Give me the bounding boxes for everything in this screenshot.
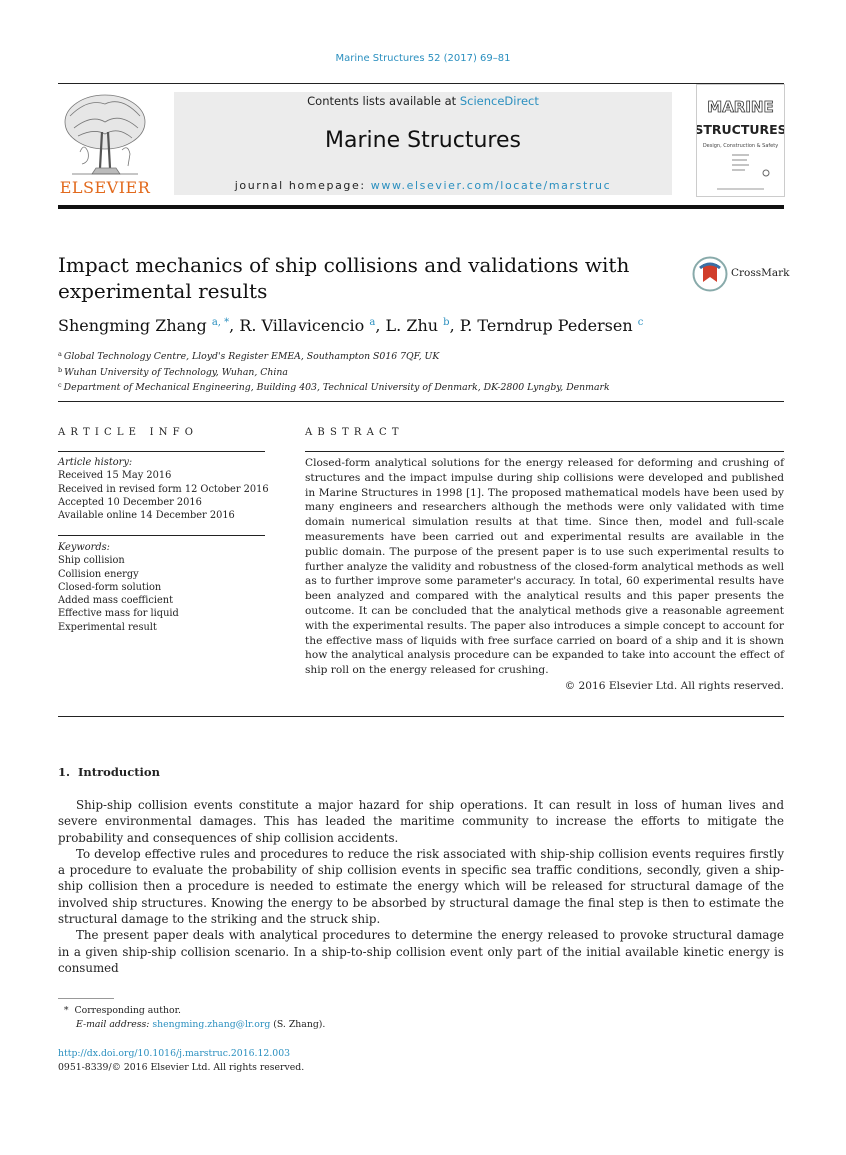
footnote-rule — [58, 998, 114, 999]
elsevier-tree-icon — [58, 92, 152, 196]
affiliation-text: Global Technology Centre, Lloyd's Register EMEA, Southampton S016 7QF, UK — [63, 351, 440, 362]
cover-line1: MARINE — [707, 98, 774, 116]
paragraph: The present paper deals with analytical procedures to determine the energy released to provoke structural damage in a given ship-ship collision scenario. In a ship-to-ship collision event only part of the initial available kinetic energy is consumed — [58, 928, 784, 975]
keywords — [58, 541, 179, 634]
affiliation-key: c — [58, 381, 62, 389]
affiliation — [58, 364, 610, 380]
header-rule — [58, 83, 784, 84]
homepage-prefix: journal homepage: — [234, 179, 371, 192]
affiliation-text: Wuhan University of Technology, Wuhan, China — [64, 366, 288, 378]
masthead-rule — [58, 205, 784, 209]
issn-line: 0951-8339/© 2016 Elsevier Ltd. All rights reserved. — [58, 1062, 305, 1073]
journal-reference[interactable]: Marine Structures 52 (2017) 69–81 — [335, 53, 511, 64]
keyword: Closed-form solution — [58, 581, 162, 593]
history-item: Received in revised form 12 October 2016 — [58, 483, 269, 495]
cover-line2: STRUCTURES — [697, 122, 784, 137]
section-rule — [58, 401, 784, 402]
abstract-copyright: © 2016 Elsevier Ltd. All rights reserved. — [564, 680, 784, 692]
abstract-end-rule — [58, 716, 784, 717]
keyword: Ship collision — [58, 555, 125, 567]
author-affiliation-mark[interactable]: a — [369, 317, 376, 328]
email-link[interactable]: shengming.zhang@lr.org — [152, 1019, 271, 1030]
paragraph: Ship-ship collision events constitute a major hazard for ship operations. It can result in loss of human lives and severe environmental damages. This has leaded the maritime community to increase the efforts to mitigate the probability and consequences of ship collision accidents. — [58, 798, 784, 845]
publisher-name: ELSEVIER — [59, 178, 151, 196]
author-name[interactable]: L. Zhu — [385, 316, 439, 335]
doi-block — [58, 1047, 304, 1075]
doi-link[interactable]: http://dx.doi.org/10.1016/j.marstruc.2016.12.003 — [58, 1048, 291, 1059]
crossmark-badge[interactable] — [692, 256, 790, 292]
contents-prefix: Contents lists available at — [307, 94, 460, 108]
paragraph: To develop effective rules and procedures to reduce the risk associated with ship-ship collision events requires firstly a procedure to evaluate the probability of ship collision events in specific sea traffic conditions, secondly, given a ship-ship collision then a procedure is needed to estimate the energy which will be released for structural damage of the involved ship structures. Knowing the energy to be absorbed by structural damage the final step is then to estimate the structural damage to the striking and the struck ship. — [58, 846, 784, 927]
affiliations — [58, 348, 610, 395]
email-suffix: (S. Zhang). — [273, 1019, 326, 1030]
history-item: Received 15 May 2016 — [58, 470, 172, 482]
affiliation-key: b — [58, 365, 63, 374]
keyword: Collision energy — [58, 568, 139, 580]
abstract-text: Closed-form analytical solutions for the energy released for deforming and crushing of structures and the impact impulse during ship collisions were developed and published in Marine Structures in 1998 [1]. The proposed mathematical models have been used by many engineers and researchers although the methods were only validated with time domain numerical simulation results at that time. Since then, model and full-scale measurements have been carried out and experimental results are available in the public domain. The purpose of the present paper is to use such experimental results to further analyze the validity and robustness of the closed-form analytical methods as well as to further improve some parameter's accuracy. In total, 60 experimental results have been analyzed and compared with the analytical results and this paper presents the outcome. It can be concluded that the analytical methods give a reasonable agreement with the experimental results. The paper also introduces a simple concept to account for the effective mass of liquids with free surface carried on board of a ship and it is shown how the analytical analysis procedure can be expanded to take into account the effect of ship roll on the energy released for crushing. — [305, 457, 784, 677]
crossmark-label: CrossMark — [731, 267, 790, 279]
email-label: E-mail address: — [76, 1019, 150, 1030]
affiliation — [58, 348, 610, 364]
keywords-rule — [58, 535, 265, 536]
contents-available — [174, 94, 672, 108]
article-info-heading: ARTICLE INFO — [58, 427, 199, 438]
email-footnote — [58, 1018, 325, 1032]
section-title: Introduction — [78, 765, 160, 779]
journal-title: Marine Structures — [325, 128, 521, 153]
author-affiliation-mark[interactable]: b — [443, 317, 450, 328]
abstract-rule — [305, 451, 784, 452]
affiliation — [58, 379, 610, 395]
section-heading — [58, 765, 160, 779]
author-name[interactable]: Shengming Zhang — [58, 316, 207, 335]
author-list: Shengming Zhang $^{a, *}$, R. Villavicencio $^a$, L. Zhu $^b$, P. Terndrup Pedersen $^c$ — [58, 316, 644, 335]
corresponding-footnote — [58, 1004, 325, 1018]
homepage-link[interactable]: www.elsevier.com/locate/marstruc — [370, 179, 612, 192]
history-item: Available online 14 December 2016 — [58, 510, 235, 522]
crossmark-icon — [692, 256, 728, 292]
journal-masthead — [174, 92, 672, 195]
history-item: Accepted 10 December 2016 — [58, 496, 202, 508]
author-name[interactable]: R. Villavicencio — [239, 316, 365, 335]
journal-cover[interactable] — [696, 84, 785, 197]
body-text — [58, 797, 784, 976]
abstract-heading: ABSTRACT — [305, 427, 404, 438]
cover-subtitle: Design, Construction & Safety — [702, 143, 779, 149]
author-affiliation-mark[interactable]: c — [637, 317, 644, 328]
corresponding-label: Corresponding author. — [74, 1005, 181, 1016]
article-title: Impact mechanics of ship collisions and validations with experimental results — [58, 253, 630, 303]
elsevier-logo[interactable] — [58, 92, 152, 196]
article-info-rule — [58, 451, 265, 452]
author-name[interactable]: P. Terndrup Pedersen — [459, 316, 633, 335]
journal-homepage — [174, 179, 672, 192]
affiliation-key: a — [58, 350, 62, 358]
sciencedirect-link[interactable]: ScienceDirect — [459, 94, 539, 108]
affiliation-text: Department of Mechanical Engineering, Building 403, Technical University of Denmark, DK-2800 Lyngby, Denmark — [63, 382, 610, 393]
keyword: Effective mass for liquid — [58, 608, 179, 620]
keyword: Added mass coefficient — [58, 595, 174, 607]
author-affiliation-mark[interactable]: a, * — [211, 317, 230, 328]
keywords-label: Keywords: — [58, 542, 110, 553]
keyword: Experimental result — [58, 621, 157, 633]
history-label: Article history: — [58, 457, 133, 468]
footnote-mark: * — [63, 1005, 69, 1016]
footnotes — [58, 1004, 325, 1032]
cover-image — [697, 85, 784, 196]
article-history — [58, 456, 269, 522]
section-number: 1. — [58, 765, 71, 779]
